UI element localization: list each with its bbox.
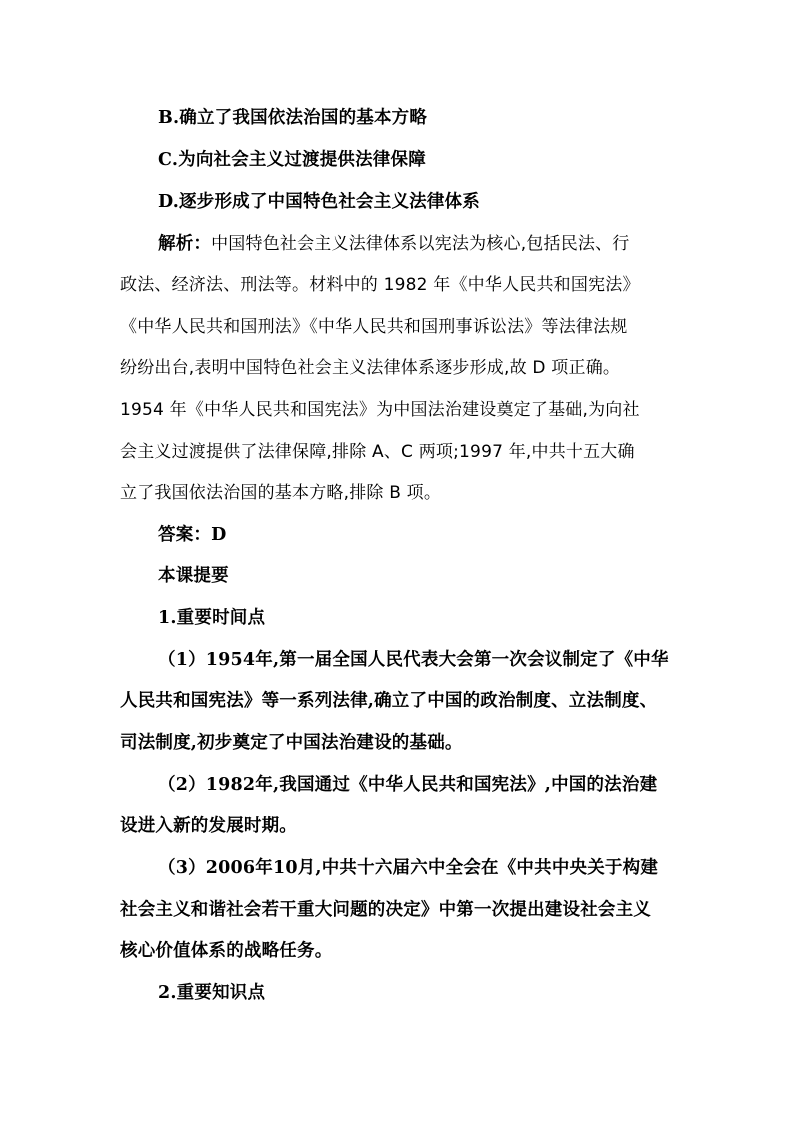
point-line: 设进入新的发展时期。 — [120, 816, 297, 836]
point-line: 社会主义和谐社会若干重大问题的决定》中第一次提出建设社会主义 — [120, 900, 651, 920]
point-line: （2）1982年,我国通过《中华人民共和国宪法》,中国的法治建 — [158, 775, 658, 795]
option-c: C.为向社会主义过渡提供法律保障 — [158, 150, 426, 170]
analysis-line: 中国特色社会主义法律体系以宪法为核心,包括民法、行 — [211, 234, 630, 254]
section-title: 2.重要知识点 — [158, 983, 266, 1003]
analysis-line: 立了我国依法治国的基本方略,排除 B 项。 — [120, 483, 442, 503]
point-line: 核心价值体系的战略任务。 — [120, 941, 333, 961]
summary-title: 本课提要 — [158, 566, 229, 586]
analysis-line: 纷纷出台,表明中国特色社会主义法律体系逐步形成,故 D 项正确。 — [120, 358, 621, 378]
point-line: 司法制度,初步奠定了中国法治建设的基础。 — [120, 733, 463, 753]
analysis-line: 1954 年《中华人民共和国宪法》为中国法治建设奠定了基础,为向社 — [120, 400, 640, 420]
analysis-label: 解析： — [158, 234, 212, 254]
analysis-first-line — [158, 232, 630, 256]
analysis-line: 《中华人民共和国刑法》《中华人民共和国刑事诉讼法》等法律法规 — [120, 317, 628, 337]
point-line: 人民共和国宪法》等一系列法律,确立了中国的政治制度、立法制度、 — [120, 691, 658, 711]
answer: 答案：D — [158, 525, 227, 545]
point-line: （3）2006年10月,中共十六届六中全会在《中共中央关于构建 — [158, 858, 659, 878]
analysis-line: 政法、经济法、刑法等。材料中的 1982 年《中华人民共和国宪法》 — [120, 275, 640, 295]
analysis-line: 会主义过渡提供了法律保障,排除 A、C 两项;1997 年,中共十五大确 — [120, 442, 635, 462]
section-title: 1.重要时间点 — [158, 608, 266, 628]
option-d: D.逐步形成了中国特色社会主义法律体系 — [158, 192, 480, 212]
point-line: （1）1954年,第一届全国人民代表大会第一次会议制定了《中华 — [158, 650, 669, 670]
option-b: B.确立了我国依法治国的基本方略 — [158, 108, 428, 128]
